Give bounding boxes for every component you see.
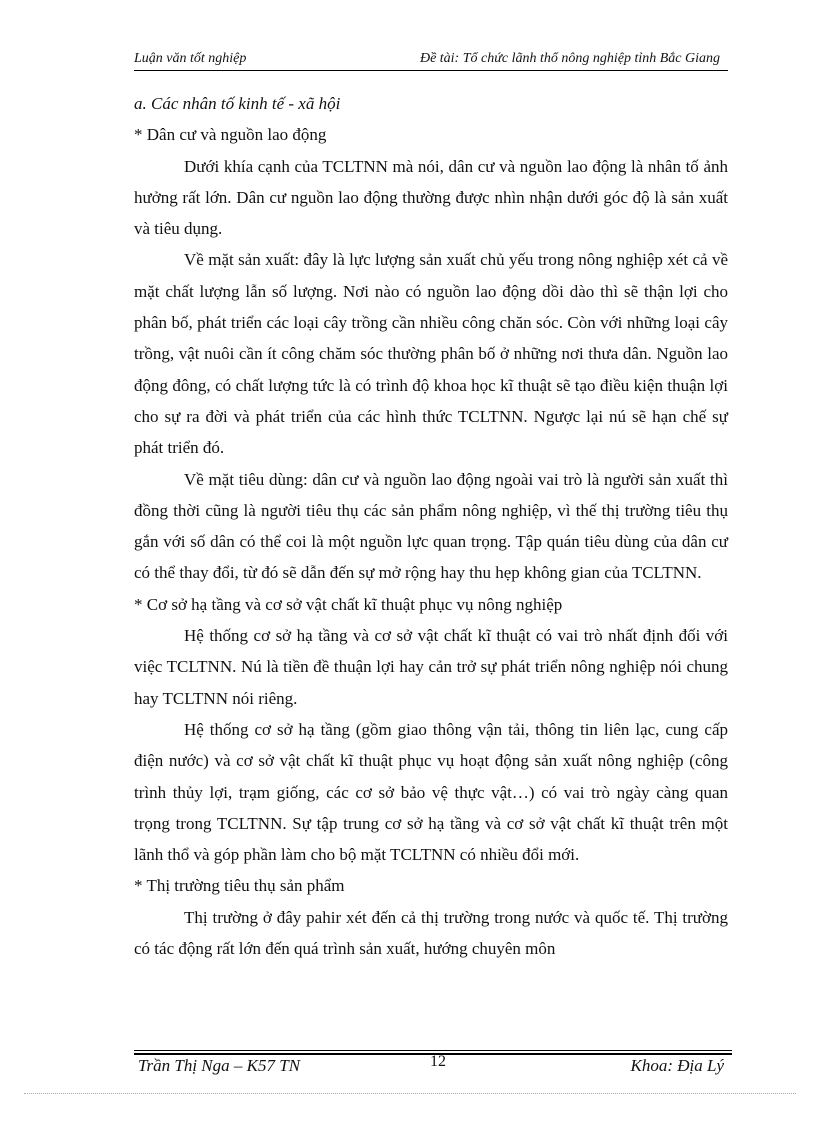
footer-divider-thin	[134, 1050, 732, 1051]
footer-faculty: Khoa: Địa Lý	[630, 1056, 724, 1075]
page-number: 12	[430, 1053, 446, 1070]
heading-population: * Dân cư và nguồn lao động	[134, 125, 327, 145]
paragraph-3: Về mặt tiêu dùng: dân cư và nguồn lao động ngoài vai trò là người sản xuất thì đồng thời cũng là người tiêu thụ các sản phẩm nông nghiệp, vì thế thị trường tiêu thụ gắn với số dân có thể coi là một nguồn lực quan trọng. Tập quán tiêu dùng của dân cư có thể thay đổi, từ đó sẽ dẫn đến sự mở rộng hay thu hẹp không gian của TCLTNN.	[134, 469, 728, 583]
paragraph-6: Thị trường ở đây pahir xét đến cả thị trường trong nước và quốc tế. Thị trường có tác động rất lớn đến quá trình sản xuất, hướng chuyên môn	[134, 907, 728, 959]
header-divider	[134, 70, 728, 71]
section-title: a. Các nhân tố kinh tế - xã hội	[134, 94, 341, 113]
page-body	[134, 88, 728, 964]
paragraph-1: Dưới khía cạnh của TCLTNN mà nói, dân cư và nguồn lao động là nhân tố ảnh hưởng rất lớn. Dân cư nguồn lao động thường được nhìn nhận dưới góc độ là sản xuất và tiêu dụng.	[134, 156, 728, 239]
page-bottom-divider	[24, 1093, 796, 1094]
footer-author: Trần Thị Nga – K57 TN	[138, 1056, 301, 1075]
header-topic: Đề tài: Tổ chức lãnh thổ nông nghiệp tỉnh Bắc Giang	[419, 51, 720, 66]
page-footer	[134, 1053, 728, 1079]
header-thesis-label: Luận văn tốt nghiệp	[134, 51, 247, 66]
paragraph-5: Hệ thống cơ sở hạ tầng (gồm giao thông vận tải, thông tin liên lạc, cung cấp điện nước) và cơ sở vật chất kĩ thuật phục vụ hoạt động sản xuất nông nghiệp (công trình thủy lợi, trạm giống, các cơ sở bảo vệ thực vật…) có vai trò ngày càng quan trọng trong TCLTNN. Sự tập trung cơ sở hạ tầng và cơ sở vật chất kĩ thuật trên một lãnh thổ và góp phần làm cho bộ mặt TCLTNN có nhiều đổi mới.	[134, 719, 728, 865]
heading-infrastructure: * Cơ sở hạ tầng và cơ sở vật chất kĩ thuật phục vụ nông nghiệp	[134, 594, 563, 614]
page-header	[134, 49, 728, 71]
paragraph-4: Hệ thống cơ sở hạ tầng và cơ sở vật chất kĩ thuật có vai trò nhất định đối với việc TCLTNN. Nú là tiền đề thuận lợi hay cản trở sự phát triển nông nghiệp nói chung hay TCLTNN nói riêng.	[134, 626, 728, 708]
heading-market: * Thị trường tiêu thụ sản phẩm	[134, 876, 345, 896]
paragraph-2: Về mặt sản xuất: đây là lực lượng sản xuất chủ yếu trong nông nghiệp xét cả về mặt chất lượng lẫn số lượng. Nơi nào có nguồn lao động dồi dào thì sẽ thận lợi cho phân bố, phát triển các loại cây trồng cần nhiều công chăn sóc. Còn với những loại cây trồng, vật nuôi cần ít công chăm sóc thường phân bố ở những nơi thưa dân. Nguồn lao động đông, có chất lượng tức là có trình độ khoa học kĩ thuật sẽ tạo điều kiện thuận lợi cho sự ra đời và phát triển của các hình thức TCLTNN. Ngược lại nú sẽ hạn chế sự phát triển đó.	[134, 250, 728, 458]
